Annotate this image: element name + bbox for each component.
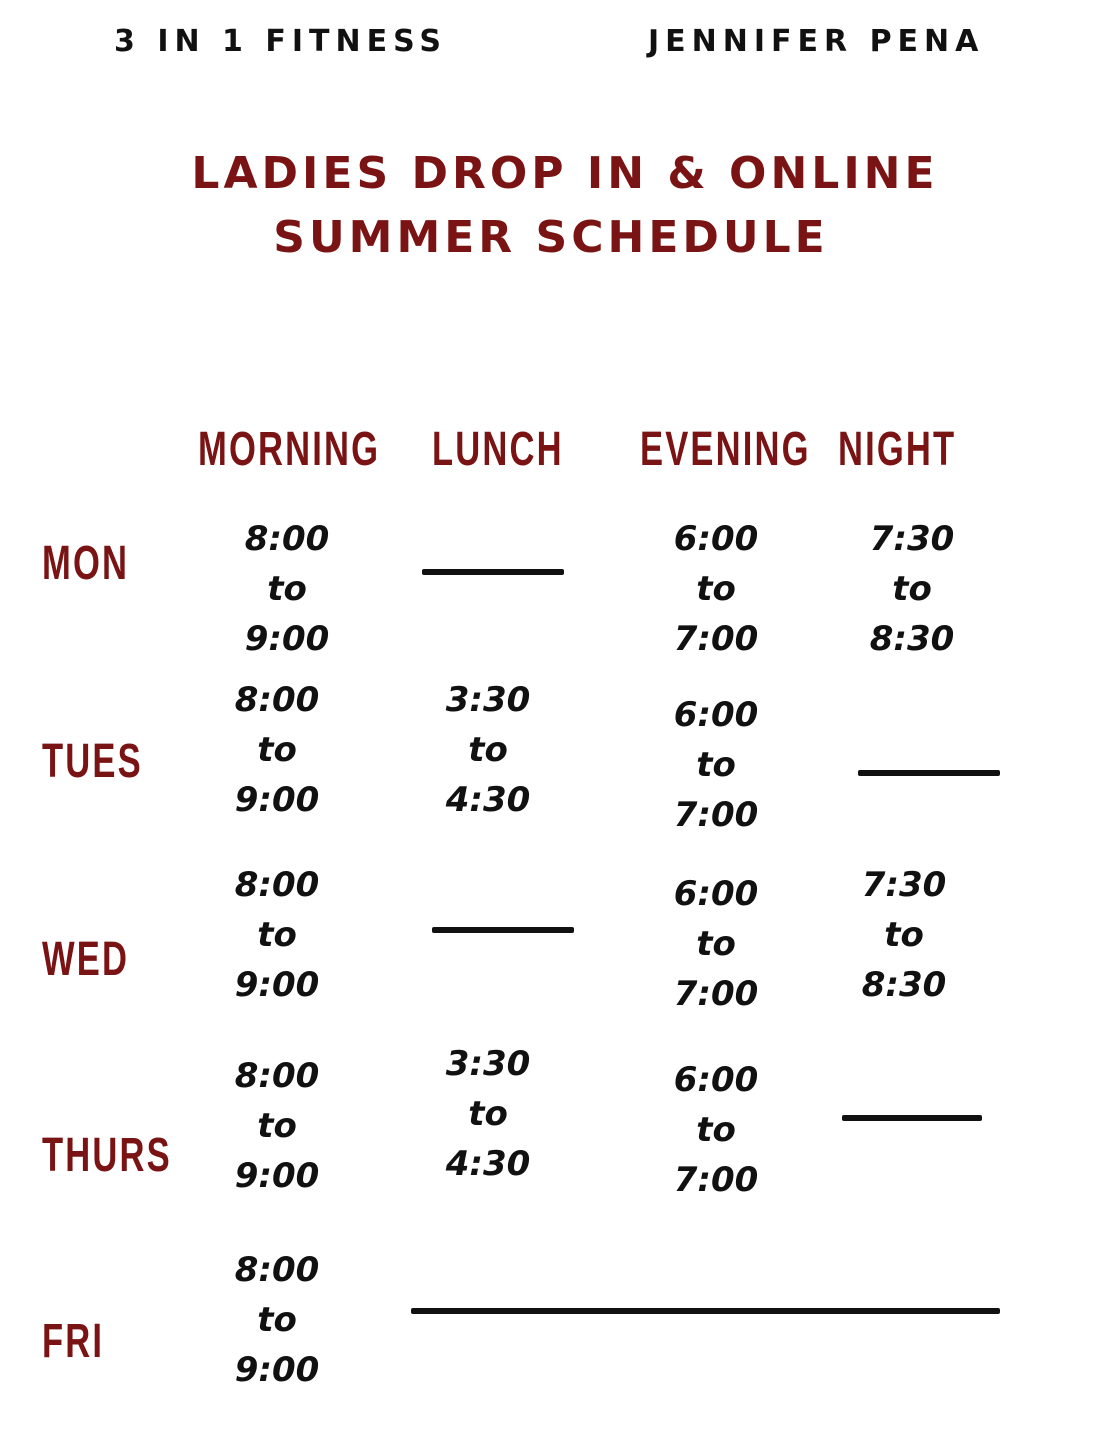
- day-label-tues: TUES: [42, 735, 143, 788]
- column-header-evening: EVENING: [640, 423, 811, 476]
- column-header-morning: MORNING: [198, 423, 381, 476]
- slot-tues-evening: 6:00 to 7:00: [673, 695, 759, 835]
- slot-mon-morning: 8:00 to 9:00: [244, 519, 330, 659]
- day-label-thurs: THURS: [42, 1129, 172, 1182]
- slot-tues-lunch: 3:30 to 4:30: [445, 680, 531, 820]
- page-title-line-1: LADIES DROP IN & ONLINE: [191, 148, 939, 199]
- author-name: JENNIFER PENA: [648, 24, 985, 59]
- slot-wed-evening: 6:00 to 7:00: [673, 874, 759, 1014]
- slot-mon-lunch-none: [422, 569, 564, 575]
- slot-thurs-morning: 8:00 to 9:00: [234, 1056, 320, 1196]
- slot-mon-night: 7:30 to 8:30: [869, 519, 955, 659]
- day-label-fri: FRI: [42, 1315, 105, 1368]
- slot-wed-night: 7:30 to 8:30: [861, 865, 947, 1005]
- slot-fri-morning: 8:00 to 9:00: [234, 1250, 320, 1390]
- slot-wed-morning: 8:00 to 9:00: [234, 865, 320, 1005]
- page-title-line-2: SUMMER SCHEDULE: [273, 212, 829, 263]
- day-label-wed: WED: [42, 933, 130, 986]
- column-header-night: NIGHT: [838, 423, 957, 476]
- slot-tues-morning: 8:00 to 9:00: [234, 680, 320, 820]
- day-label-mon: MON: [42, 537, 130, 590]
- slot-fri-rest-none: [411, 1308, 1000, 1314]
- slot-thurs-evening: 6:00 to 7:00: [673, 1060, 759, 1200]
- brand-name: 3 IN 1 FITNESS: [114, 24, 447, 59]
- slot-thurs-lunch: 3:30 to 4:30: [445, 1044, 531, 1184]
- column-header-lunch: LUNCH: [432, 423, 564, 476]
- slot-tues-night-none: [858, 770, 1000, 776]
- slot-thurs-night-none: [842, 1115, 982, 1121]
- slot-mon-evening: 6:00 to 7:00: [673, 519, 759, 659]
- slot-wed-lunch-none: [432, 927, 574, 933]
